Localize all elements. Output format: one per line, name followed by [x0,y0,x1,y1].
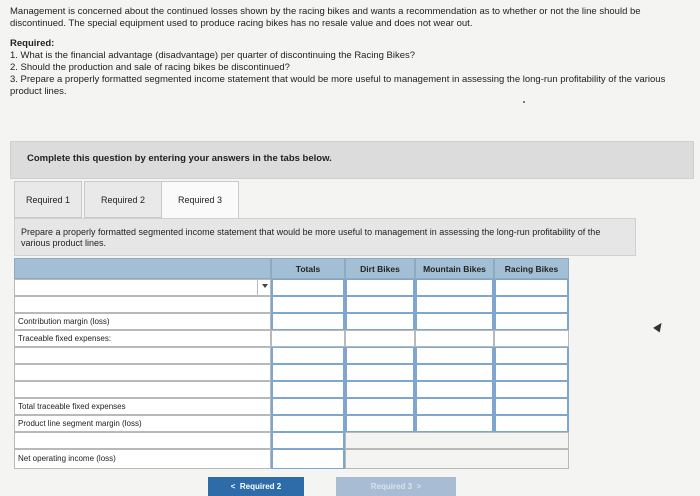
input-racing[interactable] [494,381,569,398]
table-row [14,296,569,313]
tab-instructions-text: Prepare a properly formatted segmented income statement that would be more useful to management in assessing the long-run profitability of the various product lines. [21,227,601,248]
input-totals[interactable] [271,313,345,330]
input-mountain[interactable] [415,313,494,330]
prev-button[interactable] [208,477,304,496]
input-totals[interactable] [271,432,345,449]
problem-intro [10,6,694,98]
row-label-input[interactable] [14,381,271,398]
table-row [14,432,569,449]
input-mountain[interactable] [415,381,494,398]
input-racing[interactable] [494,296,569,313]
row-label-select[interactable] [14,279,271,296]
input-totals[interactable] [271,381,345,398]
table-row [14,364,569,381]
empty-area [345,449,569,469]
tab-required-3[interactable]: Required 3 [161,181,239,219]
mouse-cursor-icon [653,321,665,333]
required-heading: Required: [10,38,55,49]
input-totals[interactable] [271,347,345,364]
header-totals: Totals [271,258,345,279]
contribution-margin-label: Contribution margin (loss) [14,313,271,330]
header-mountain-bikes: Mountain Bikes [415,258,494,279]
input-mountain[interactable] [415,415,494,432]
input-dirt[interactable] [345,296,415,313]
table-row-net-operating [14,449,569,466]
readonly-cell [494,330,569,347]
table-row [14,381,569,398]
input-dirt[interactable] [345,364,415,381]
next-button[interactable] [336,477,456,496]
question-2: 2. Should the production and sale of racing bikes be discontinued? [10,62,290,73]
input-totals[interactable] [271,296,345,313]
table-row [14,347,569,364]
row-label-input[interactable] [14,364,271,381]
input-racing[interactable] [494,313,569,330]
table-row-contribution-margin [14,313,569,330]
row-label-input[interactable] [14,296,271,313]
traceable-fixed-label: Traceable fixed expenses: [14,330,271,347]
input-racing[interactable] [494,347,569,364]
input-racing[interactable] [494,398,569,415]
input-racing[interactable] [494,364,569,381]
dropdown-box[interactable] [257,280,270,295]
table-row-traceable-fixed [14,330,569,347]
input-mountain[interactable] [415,398,494,415]
readonly-cell [345,330,415,347]
chevron-down-icon [262,284,268,288]
input-dirt[interactable] [345,279,415,296]
intro-paragraph: Management is concerned about the continued losses shown by the racing bikes and wants a recommendation as to whether or not the line should be discontinued. The special equipment used to produce racing bikes has no resale value and does not wear out. [10,6,641,29]
input-racing[interactable] [494,279,569,296]
question-1: 1. What is the financial advantage (disadvantage) per quarter of discontinuing the Racing Bikes? [10,50,416,61]
header-dirt-bikes: Dirt Bikes [345,258,415,279]
header-blank [14,258,271,279]
input-totals[interactable] [271,279,345,296]
input-dirt[interactable] [345,381,415,398]
tab-required-2[interactable]: Required 2 [84,181,162,218]
input-totals[interactable] [271,364,345,381]
tab-required-1[interactable]: Required 1 [14,181,82,218]
input-mountain[interactable] [415,279,494,296]
table-row-total-traceable [14,398,569,415]
input-mountain[interactable] [415,296,494,313]
empty-area [345,432,569,449]
tab-instructions [14,218,636,256]
input-dirt[interactable] [345,347,415,364]
instructions-text: Complete this question by entering your answers in the tabs below. [27,153,332,164]
stray-dot [523,101,525,103]
chevron-left-icon: < [230,482,240,491]
input-dirt[interactable] [345,415,415,432]
input-racing[interactable] [494,415,569,432]
table-row [14,279,569,296]
header-racing-bikes: Racing Bikes [494,258,569,279]
input-totals[interactable] [271,449,345,469]
input-mountain[interactable] [415,364,494,381]
input-dirt[interactable] [345,398,415,415]
readonly-cell [415,330,494,347]
input-totals[interactable] [271,415,345,432]
input-totals[interactable] [271,398,345,415]
input-mountain[interactable] [415,347,494,364]
prev-button-label: Required 2 [239,482,282,491]
next-button-label: Required 3 [370,482,413,491]
question-3: 3. Prepare a properly formatted segmented income statement that would be more useful to management in assessing the long-run profitability of the various product lines. [10,74,666,97]
instructions-box [10,141,694,179]
segment-margin-label: Product line segment margin (loss) [14,415,271,432]
input-dirt[interactable] [345,313,415,330]
chevron-right-icon: > [412,482,422,491]
readonly-cell [271,330,345,347]
row-label-input[interactable] [14,347,271,364]
net-operating-label: Net operating income (loss) [14,449,271,469]
total-traceable-label: Total traceable fixed expenses [14,398,271,415]
row-label-input[interactable] [14,432,271,449]
table-row-segment-margin [14,415,569,432]
